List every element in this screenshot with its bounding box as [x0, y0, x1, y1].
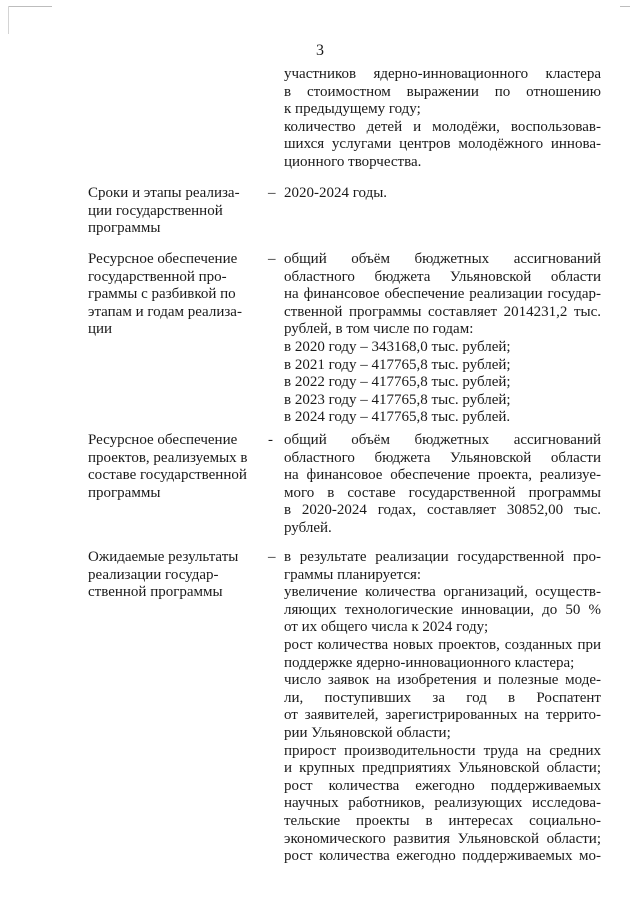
text-line: общий объём бюджетных ассигнований [284, 432, 601, 448]
section-content [284, 251, 601, 427]
label-line: граммы с разбивкой по [88, 286, 236, 303]
section-label [88, 251, 260, 339]
text-line: в стоимостном выражении по отношению [284, 83, 601, 100]
text-line: к предыдущему году; [284, 101, 421, 118]
label-line: Сроки и этапы реализа- [88, 185, 240, 201]
text-line: на финансовое обеспечение реализации государ- [284, 286, 601, 303]
text-line: в 2020 году – 343168,0 тыс. рублей; [284, 338, 511, 355]
text-line: увеличение количества организаций, осуществ- [284, 584, 601, 601]
text-line: ционного творчества. [284, 153, 422, 170]
label-line: программы [88, 484, 161, 501]
text-line: рост количества ежегодно поддерживаемых [284, 777, 601, 794]
label-line: ции [88, 321, 113, 338]
text-line: число заявок на изобретения и полезные моде- [284, 672, 601, 689]
text-line: научных работников, реализующих исследова- [284, 795, 601, 812]
continuation-text [284, 66, 601, 172]
section-label [88, 432, 260, 502]
section-label [88, 185, 260, 238]
label-line: проектов, реализуемых в [88, 449, 248, 466]
label-line: реализации государ- [88, 566, 219, 583]
scan-edge-mark [8, 6, 9, 34]
text-line: мого в составе государственной программы [284, 484, 601, 501]
text-line: прирост производительности труда на средних [284, 742, 601, 759]
text-line: в 2021 году – 417765,8 тыс. рублей; [284, 356, 511, 373]
text-line: количество детей и молодёжи, воспользовав- [284, 118, 601, 135]
text-line: от заявителей, зарегистрированных на террито- [284, 707, 601, 724]
text-line: рублей, в том числе по годам: [284, 321, 474, 338]
label-line: Ожидаемые результаты [88, 549, 239, 565]
text-line: в результате реализации государственной про- [284, 549, 601, 565]
text-line: рублей. [284, 519, 332, 536]
text-line: тельские проекты в интересах социально- [284, 812, 601, 829]
text-line: на финансовое обеспечение проекта, реализуе- [284, 467, 601, 484]
text-line: ственной программы составляет 2014231,2 тыс. [284, 303, 601, 320]
text-line: областного бюджета Ульяновской области [284, 268, 601, 285]
text-line: ли, поступивших за год в Роспатент [284, 689, 601, 706]
text-line: общий объём бюджетных ассигнований [284, 251, 601, 267]
text-line: поддержке ядерно-инновационного кластера; [284, 654, 575, 671]
text-line: экономического развития Ульяновской области; [284, 830, 601, 847]
text-line: от их общего числа к 2024 году; [284, 619, 489, 636]
section-label [88, 549, 260, 602]
scan-edge-mark [620, 6, 630, 7]
label-line: Ресурсное обеспечение [88, 251, 238, 267]
text-line: участников ядерно-инновационного кластера [284, 66, 601, 82]
scan-edge-mark [8, 6, 52, 7]
section-content [284, 185, 601, 203]
page-number: 3 [316, 42, 324, 59]
section-dash: – [268, 549, 276, 565]
text-line: областного бюджета Ульяновской области [284, 449, 601, 466]
text-line: шихся услугами центров молодёжного иннова- [284, 136, 601, 153]
section-dash: – [268, 185, 276, 201]
text-line: граммы планируется: [284, 566, 422, 583]
label-line: государственной про- [88, 268, 227, 285]
label-line: Ресурсное обеспечение [88, 432, 238, 448]
text-line: в 2020-2024 годах, составляет 30852,00 тыс. [284, 502, 601, 519]
text-line: рии Ульяновской области; [284, 724, 451, 741]
text-line: и крупных предприятиях Ульяновской области; [284, 760, 601, 777]
label-line: составе государственной [88, 467, 247, 484]
label-line: этапам и годам реализа- [88, 303, 242, 320]
label-line: ственной программы [88, 584, 223, 601]
section-content [284, 432, 601, 538]
section-content [284, 549, 601, 866]
text-line: в 2023 году – 417765,8 тыс. рублей; [284, 391, 511, 408]
text-line: в 2024 году – 417765,8 тыс. рублей. [284, 409, 511, 426]
label-line: программы [88, 220, 161, 237]
section-dash: - [268, 432, 273, 448]
text-line: ляющих технологические инновации, до 50 % [284, 601, 601, 618]
section-dash: – [268, 251, 276, 267]
text-line: рост количества ежегодно поддерживаемых мо- [284, 848, 601, 865]
text-line: 2020-2024 годы. [284, 185, 388, 201]
text-line: в 2022 году – 417765,8 тыс. рублей; [284, 374, 511, 391]
text-line: рост количества новых проектов, созданных при [284, 636, 601, 653]
label-line: ции государственной [88, 202, 223, 219]
